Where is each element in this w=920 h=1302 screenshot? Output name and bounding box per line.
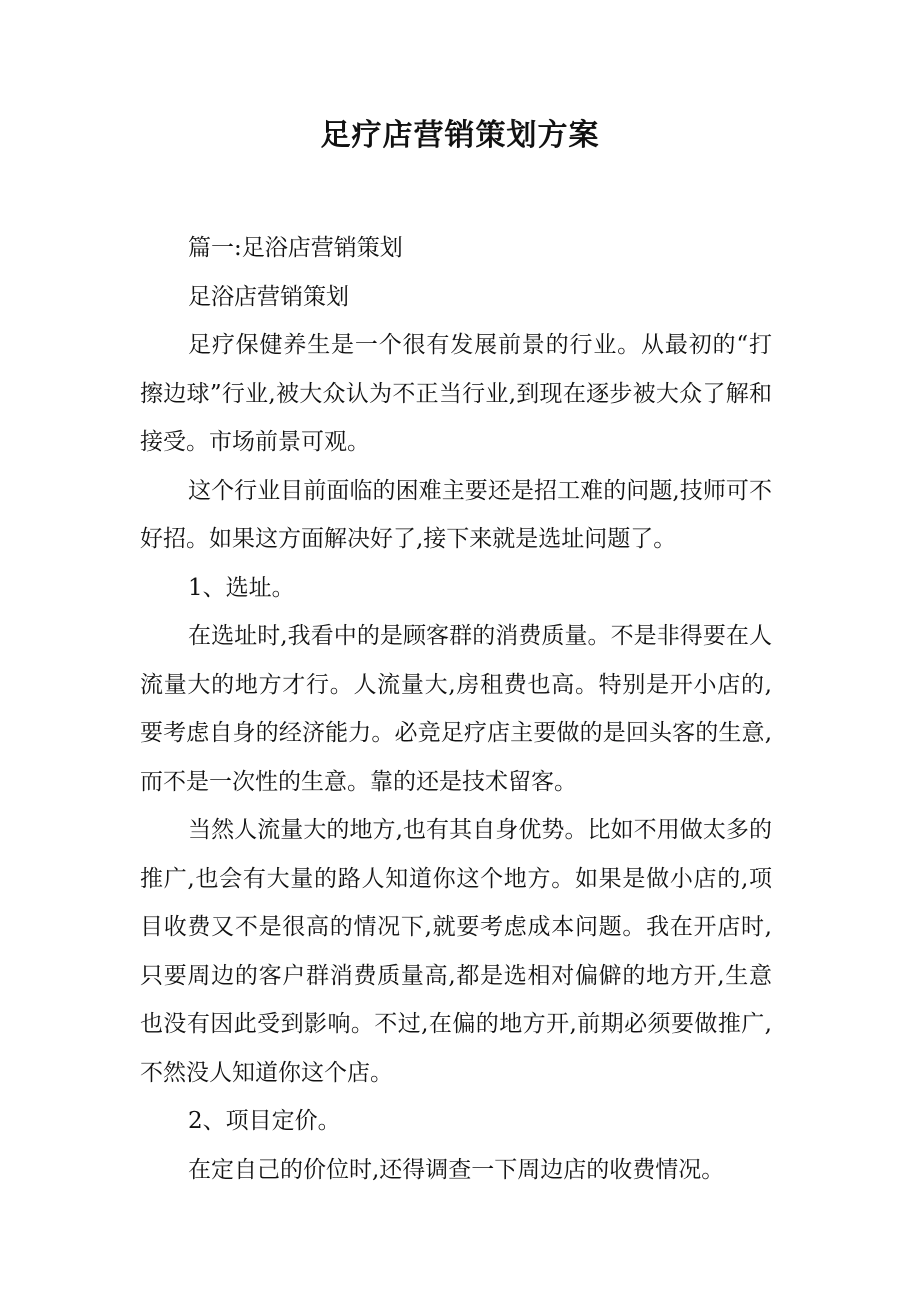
paragraph: 这个行业目前面临的困难主要还是招工难的问题,技师可不好招。如果这方面解决好了,接下来就是选址问题了。 (140, 477, 772, 552)
paragraph: 足疗保健养生是一个很有发展前景的行业。从最初的“打擦边球”行业,被大众认为不正当行业,到现在逐步被大众了解和接受。市场前景可观。 (140, 332, 772, 455)
document-body (140, 224, 772, 1194)
paragraph: 在选址时,我看中的是顾客群的消费质量。不是非得要在人流量大的地方才行。人流量大,房租费也高。特别是开小店的,要考虑自身的经济能力。必竞足疗店主要做的是回头客的生意,而不是一次性的生意。靠的还是技术留客。 (140, 623, 772, 795)
subheading: 足浴店营销策划 (188, 283, 349, 310)
paragraph: 当然人流量大的地方,也有其自身优势。比如不用做太多的推广,也会有大量的路人知道你这个地方。如果是做小店的,项目收费又不是很高的情况下,就要考虑成本问题。我在开店时,只要周边的客户群消费质量高,都是选相对偏僻的地方开,生意也没有因此受到影响。不过,在偏的地方开,前期必须要做推广,不然没人知道你这个店。 (140, 817, 772, 1086)
numbered-heading: 2、项目定价。 (188, 1108, 341, 1134)
numbered-heading: 1、选址。 (188, 574, 295, 601)
document-title: 足疗店营销策划方案 (320, 118, 600, 153)
section-heading: 篇一:足浴店营销策划 (188, 235, 403, 261)
paragraph: 在定自己的价位时,还得调查一下周边店的收费情况。 (188, 1156, 725, 1183)
